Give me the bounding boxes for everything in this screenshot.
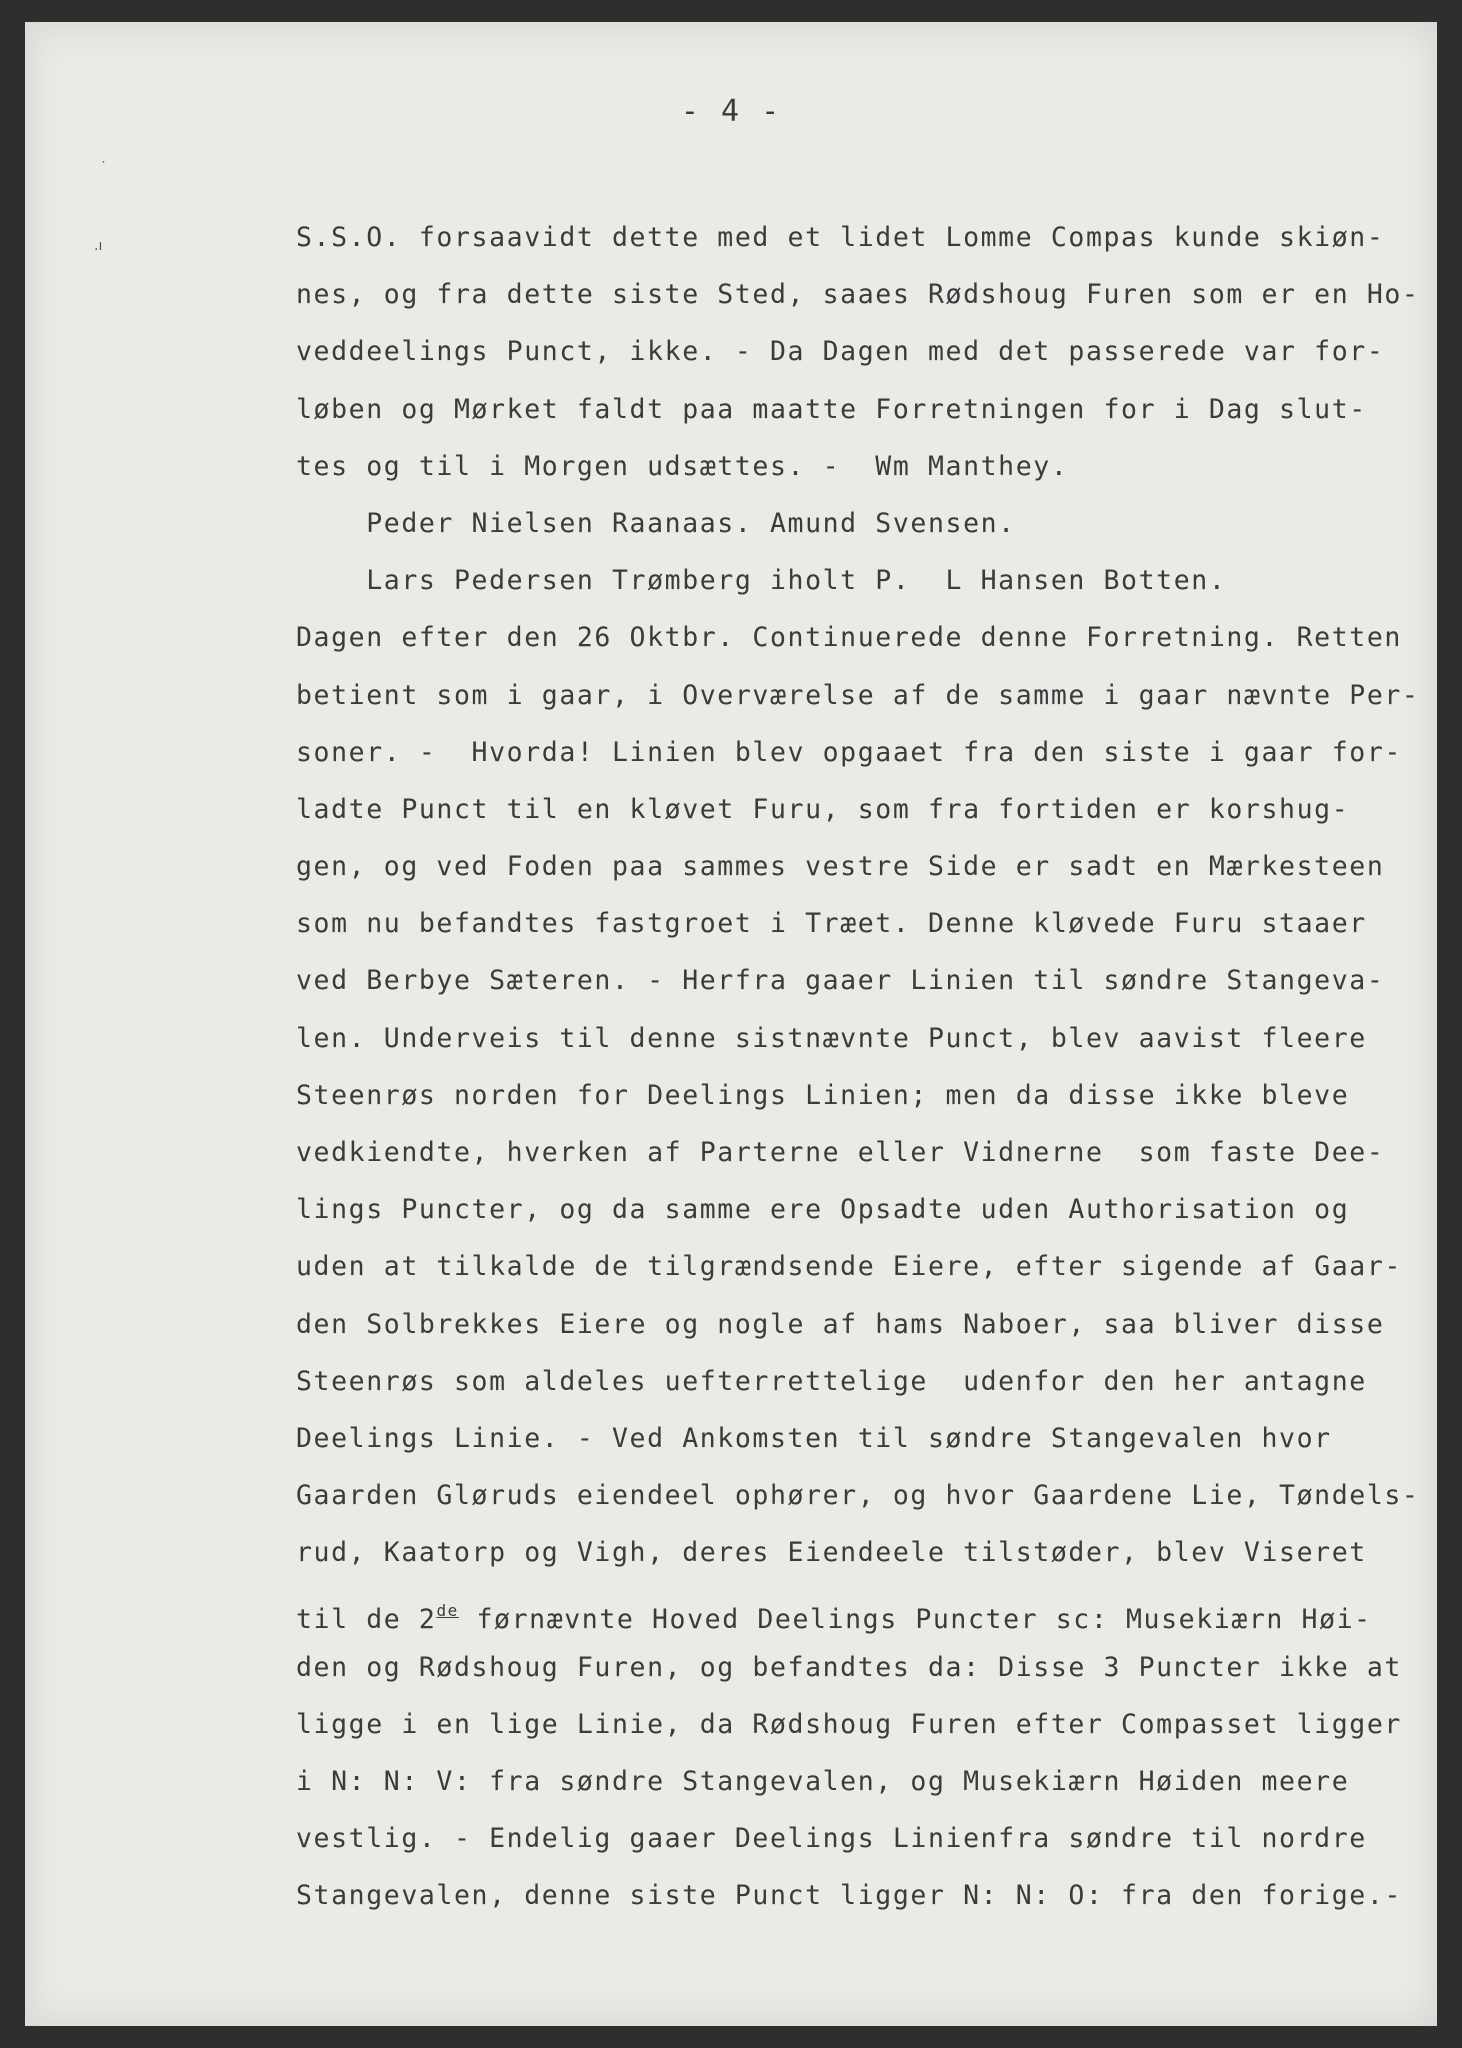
text-line: Peder Nielsen Raanaas. Amund Svensen.	[296, 507, 1016, 539]
text-line: løben og Mørket faldt paa maatte Forretningen for i Dag slut-	[296, 393, 1367, 425]
margin-mark: ˙	[100, 160, 107, 176]
superscript: de	[436, 1600, 459, 1620]
text-line: ligge i en lige Linie, da Rødshoug Furen efter Compasset ligger	[296, 1708, 1402, 1740]
text-line: Dagen efter den 26 Oktbr. Continuerede denne Forretning. Retten	[296, 622, 1402, 654]
text-line: vedkiendte, hverken af Parterne eller Vidnerne som faste Dee-	[296, 1137, 1385, 1168]
text-line: Lars Pedersen Trømberg iholt P. L Hansen Botten.	[296, 565, 1227, 597]
text-line: gen, og ved Foden paa sammes vestre Side er sadt en Mærkesteen	[296, 851, 1385, 883]
text-line: den Solbrekkes Eiere og nogle af hams Naboer, saa bliver disse	[296, 1308, 1385, 1340]
text-line: vestlig. - Endelig gaaer Deelings Linienfra søndre til nordre	[296, 1823, 1367, 1855]
text-line: nes, og fra dette siste Sted, saaes Rødshoug Furen som er en Ho-	[296, 279, 1420, 311]
text-line: lings Puncter, og da samme ere Opsadte uden Authorisation og	[296, 1194, 1350, 1226]
text-line: uden at tilkalde de tilgrændsende Eiere, efter sigende af Gaar-	[296, 1251, 1402, 1283]
text-line: ved Berbye Sæteren. - Herfra gaaer Linien til søndre Stangeva-	[296, 965, 1385, 997]
text-line: Deelings Linie. - Ved Ankomsten til søndre Stangevalen hvor	[296, 1422, 1332, 1454]
text-line: Steenrøs norden for Deelings Linien; men da disse ikke bleve	[296, 1079, 1350, 1111]
text-line: rud, Kaatorp og Vigh, deres Eiendeele tilstøder, blev Viseret	[296, 1537, 1367, 1569]
text-line: veddeelings Punct, ikke. - Da Dagen med det passerede var for-	[296, 336, 1385, 368]
text-line: Gaarden Gløruds eiendeel ophører, og hvor Gaardene Lie, Tøndels-	[296, 1480, 1420, 1512]
margin-mark: .ı	[94, 238, 103, 254]
text-line: i N: N: V: fra søndre Stangevalen, og Musekiærn Høiden meere	[296, 1766, 1350, 1798]
signature: Wm Manthey.	[875, 450, 1069, 482]
body-text	[296, 209, 1426, 1925]
text-line: til de 2de førnævnte Hoved Deelings Puncter sc: Musekiærn Høi-	[296, 1600, 1372, 1635]
page-number: - 4 -	[680, 94, 782, 129]
text-line: soner. - Hvorda! Linien blev opgaaet fra den siste i gaar for-	[296, 736, 1402, 768]
text-line: Stangevalen, denne siste Punct ligger N: N: O: fra den forige.-	[296, 1880, 1402, 1912]
text-line: betient som i gaar, i Overværelse af de samme i gaar nævnte Per-	[296, 679, 1420, 711]
text-line: S.S.O. forsaavidt dette med et lidet Lomme Compas kunde skiøn-	[296, 222, 1385, 253]
text-line: tes og til i Morgen udsættes. - Wm Manthey.	[296, 450, 1069, 482]
text-line: len. Underveis til denne sistnævnte Punct, blev aavist fleere	[296, 1022, 1367, 1054]
text-line: Steenrøs som aldeles uefterrettelige udenfor den her antagne	[296, 1365, 1367, 1397]
text-line: den og Rødshoug Furen, og befandtes da: Disse 3 Puncter ikke at	[296, 1651, 1402, 1683]
text-line: som nu befandtes fastgroet i Træet. Denne kløvede Furu staaer	[296, 908, 1367, 940]
text-line: ladte Punct til en kløvet Furu, som fra fortiden er korshug-	[296, 793, 1350, 825]
